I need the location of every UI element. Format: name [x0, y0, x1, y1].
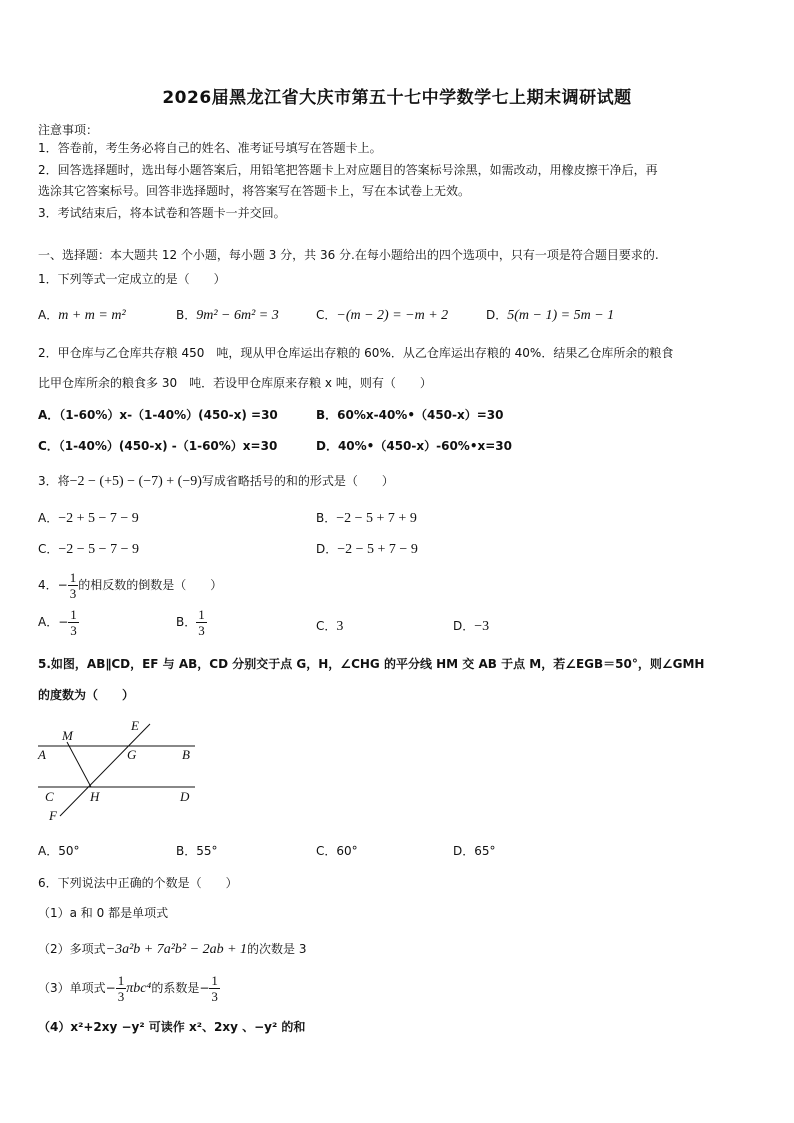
- fraction-numerator: 1: [198, 607, 205, 622]
- question-6-stem: 6．下列说法中正确的个数是（ ）: [38, 876, 238, 890]
- question-5-stem-cont: 的度数为（ ）: [38, 688, 135, 702]
- q3-option-a: [38, 511, 139, 528]
- option-letter: B．: [176, 615, 197, 629]
- question-2-stem: 2．甲仓库与乙仓库共存粮 450 吨，现从甲仓库运出存粮的 60%．从乙仓库运出存粮的 40%．结果乙仓库所余的粮食: [38, 346, 674, 360]
- q1-option-b: [176, 308, 279, 325]
- question-2-stem-cont: 比甲仓库所余的粮食多 30 吨．若设甲仓库原来存粮 x 吨，则有（ ）: [38, 376, 432, 390]
- stem-expression: −2 − (+5) − (−7) + (−9): [69, 474, 202, 489]
- q3-option-c: [38, 542, 139, 559]
- line-hm: [67, 742, 91, 787]
- option-letter: C．: [316, 619, 337, 633]
- option-letter: B．: [316, 511, 337, 525]
- statement-text: （2）多项式: [38, 942, 106, 956]
- question-5-stem: 5.如图，AB∥CD，EF 与 AB，CD 分别交于点 G，H，∠CHG 的平分线 HM 交 AB 于点 M，若∠EGB＝50°，则∠GMH: [38, 657, 705, 671]
- option-letter: A．−: [38, 615, 69, 629]
- option-expression: −(m − 2) = −m + 2: [336, 308, 449, 323]
- q2-option-b: B．60%x-40%•（450-x）=30: [316, 408, 504, 422]
- page-title: 2026届黑龙江省大庆市第五十七中学数学七上期末调研试题: [162, 88, 632, 108]
- fraction: [68, 571, 79, 600]
- statement-text: （3）单项式−: [38, 981, 116, 995]
- option-value: 3: [336, 619, 344, 634]
- option-letter: D．: [453, 619, 475, 633]
- statement-expression: −3a²b + 7a²b² − 2ab + 1: [105, 942, 248, 957]
- question-4-stem: [38, 571, 222, 600]
- option-expression: 5(m − 1) = 5m − 1: [507, 308, 615, 323]
- section-heading: 一、选择题：本大题共 12 个小题，每小题 3 分，共 36 分.在每小题给出的四个选项中，只有一项是符合题目要求的.: [38, 248, 659, 262]
- option-letter: A．: [38, 511, 59, 525]
- label-b: B: [182, 747, 190, 762]
- q4-option-b: [176, 608, 207, 637]
- stem-text: 写成省略括号的和的形式是（ ）: [201, 474, 394, 488]
- q4-option-d: [453, 619, 489, 636]
- fraction-denominator: 3: [198, 623, 205, 638]
- q4-option-a: [38, 608, 79, 637]
- q1-option-c: [316, 308, 448, 325]
- option-letter: C．: [38, 542, 59, 556]
- fraction-denominator: 3: [211, 989, 218, 1004]
- label-m: M: [62, 728, 73, 743]
- q5-option-a: A．50°: [38, 844, 80, 858]
- q5-option-c: C．60°: [316, 844, 358, 858]
- stem-text: 的相反数的倒数是（ ）: [78, 578, 223, 592]
- q1-option-a: [38, 308, 126, 325]
- q6-statement-1: （1）a 和 0 都是单项式: [38, 906, 169, 920]
- geometry-figure: [30, 712, 210, 830]
- q5-option-d: D．65°: [453, 844, 496, 858]
- label-a: A: [38, 747, 46, 762]
- option-letter: B．: [176, 308, 197, 322]
- fraction-denominator: 3: [70, 623, 77, 638]
- label-h: H: [90, 789, 100, 804]
- q2-option-c: C．（1-40%）(450-x) -（1-60%）x=30: [38, 439, 278, 453]
- q3-option-b: [316, 511, 417, 528]
- fraction-numerator: 1: [70, 607, 77, 622]
- q2-option-d: D．40%•（450-x）-60%•x=30: [316, 439, 512, 453]
- fraction-denominator: 3: [69, 586, 77, 601]
- notice-item: 选涂其它答案标号。回答非选择题时，将答案写在答题卡上，写在本试卷上无效。: [38, 184, 471, 198]
- label-d: D: [180, 789, 190, 804]
- label-c: C: [45, 789, 54, 804]
- question-3-stem: [38, 474, 394, 491]
- q6-statement-4: （4）x²+2xy −y² 可读作 x²、2xy 、−y² 的和: [38, 1020, 306, 1034]
- option-letter: D．: [316, 542, 338, 556]
- fraction: [196, 608, 207, 637]
- notice-item: 1．答卷前，考生务必将自己的姓名、准考证号填写在答题卡上。: [38, 141, 382, 155]
- option-expression: −2 − 5 + 7 + 9: [336, 511, 417, 526]
- option-expression: 9m² − 6m² = 3: [196, 308, 279, 323]
- q2-option-a: A．（1-60%）x-（1-40%）(450-x) =30: [38, 408, 278, 422]
- line-ef: [60, 724, 150, 816]
- question-1-stem: 1．下列等式一定成立的是（ ）: [38, 272, 226, 286]
- notice-heading: 注意事项：: [38, 123, 99, 137]
- q3-option-d: [316, 542, 418, 559]
- option-expression: −2 − 5 + 7 − 9: [337, 542, 418, 557]
- label-g: G: [127, 747, 137, 762]
- q6-statement-2: [38, 942, 306, 959]
- fraction: [116, 974, 127, 1003]
- option-letter: C．: [316, 308, 337, 322]
- q6-statement-3: [38, 974, 220, 1003]
- q4-option-c: [316, 619, 343, 636]
- option-expression: m + m = m²: [58, 308, 126, 323]
- option-value: −3: [474, 619, 490, 634]
- label-f: F: [49, 808, 57, 823]
- statement-text: 的系数是−: [151, 981, 210, 995]
- option-expression: −2 + 5 − 7 − 9: [58, 511, 139, 526]
- fraction-numerator: 1: [117, 973, 125, 988]
- stem-text: 4．−: [38, 578, 68, 592]
- fraction-denominator: 3: [117, 989, 125, 1004]
- q1-option-d: [486, 308, 614, 325]
- option-letter: D．: [486, 308, 508, 322]
- stem-text: 3．将: [38, 474, 70, 488]
- statement-text: 的次数是 3: [247, 942, 307, 956]
- fraction: [209, 974, 220, 1003]
- notice-item: 2．回答选择题时，选出每小题答案后，用铅笔把答题卡上对应题目的答案标号涂黑，如需改动，用橡皮擦干净后，再: [38, 163, 658, 177]
- fraction: [68, 608, 79, 637]
- q5-option-b: B．55°: [176, 844, 218, 858]
- notice-item: 3．考试结束后，将本试卷和答题卡一并交回。: [38, 206, 286, 220]
- option-expression: −2 − 5 − 7 − 9: [58, 542, 139, 557]
- option-letter: A．: [38, 308, 59, 322]
- fraction-numerator: 1: [69, 570, 77, 585]
- label-e: E: [131, 718, 139, 733]
- fraction-numerator: 1: [211, 973, 218, 988]
- statement-expression: πbc⁴: [126, 981, 152, 996]
